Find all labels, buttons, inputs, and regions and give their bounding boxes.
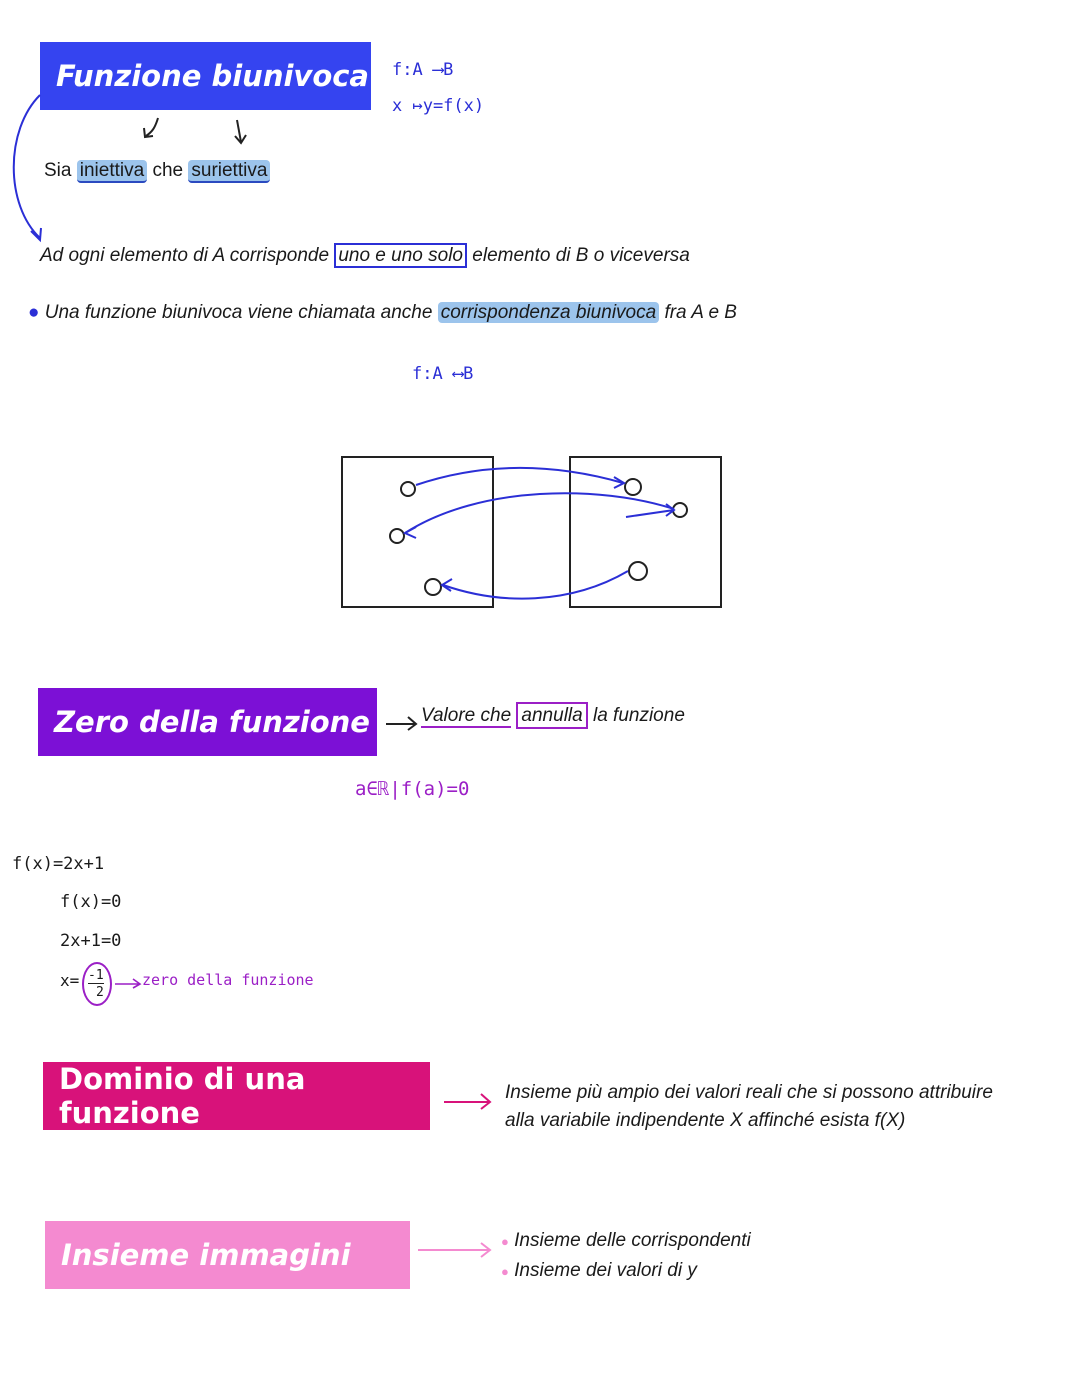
valore-che-underlined [421,705,511,728]
sia-iniettiva-suriettiva [44,160,270,182]
zero-formula: a∈ℝ|f(a)=0 [355,778,470,800]
element-a3 [425,579,441,595]
def-after: elemento di B o viceversa [472,245,690,266]
formula-bijection: f:A ⟷B [412,364,474,384]
formula-f-a-to-b: f:A ⟶B [392,60,454,80]
bullet-after: fra A e B [664,302,737,323]
immagini-item [501,1226,751,1256]
dominio-def-line1: Insieme più ampio dei valori reali che si possono attribuire [505,1082,993,1103]
suriettiva-highlight: suriettiva [188,160,270,183]
annulla-boxed: annulla [516,702,587,729]
dominio-definizione [505,1079,993,1135]
immagini-item [501,1256,751,1286]
map-arrow [405,493,674,533]
fraction-denominator: 2 [96,985,104,1000]
immagini-item2: Insieme dei valori di y [514,1260,697,1281]
title-zero-funzione-text: Zero della funzione [54,705,370,739]
bullet-dot-icon: ● [28,302,40,323]
zero-definizione [421,705,685,727]
arrow-right-icon [384,712,420,732]
title-dominio [43,1062,430,1130]
che-word: che [152,160,184,181]
dominio-def-line2: alla variabile indipendente X affinché esista f(X) [505,1110,906,1131]
immagini-list [501,1226,751,1286]
title-insieme-immagini-text: Insieme immagini [61,1238,351,1272]
uno-e-uno-solo-boxed: uno e uno solo [334,243,467,268]
bullet-dot-icon: ● [501,1264,509,1279]
arrow-right-icon [113,976,143,990]
element-b1 [625,479,641,495]
map-arrow [443,571,628,599]
zero-note: zero della funzione [142,971,314,989]
bullet-corrispondenza [28,302,737,324]
biunivoca-arrows [0,0,400,260]
mapping-diagram [330,445,740,620]
iniettiva-highlight: iniettiva [77,160,147,183]
title-insieme-immagini [45,1221,410,1289]
def-before: Ad ogni elemento di A corrisponde [40,245,330,266]
title-dominio-text: Dominio di una funzione [59,1062,306,1130]
curved-arrow-icon [14,95,40,238]
element-a2 [390,529,404,543]
example-equals-zero: f(x)=0 [60,892,122,912]
title-zero-funzione [38,688,377,756]
example-equation: 2x+1=0 [60,931,122,951]
formula-x-maps-to-y: x ↦y=f(x) [392,96,485,116]
sia-word: Sia [44,160,72,181]
element-a1 [401,482,415,496]
che-word-zero: che [480,705,512,726]
zero-def-rest: la funzione [592,705,685,726]
map-arrow [416,468,623,485]
valore-word: Valore [421,705,476,726]
down-arrow-icon [146,118,158,136]
bullet-before: Una funzione biunivoca viene chiamata anche [44,302,433,323]
solution-circled-fraction [82,962,112,1006]
example-function: f(x)=2x+1 [12,854,105,874]
definizione-biunivoca [40,245,690,267]
set-a-box [342,457,493,607]
arrow-right-icon [416,1239,494,1261]
set-b-box [570,457,721,607]
arrow-right-icon [442,1090,494,1112]
element-b3 [629,562,647,580]
immagini-item1: Insieme delle corrispondenti [514,1230,751,1251]
fraction-numerator: -1 [88,968,104,983]
corrispondenza-highlight: corrispondenza biunivoca [438,302,659,323]
bullet-dot-icon: ● [501,1234,509,1249]
title-funzione-biunivoca-text: Funzione biunivoca [56,59,369,93]
example-solution-x: x= [60,971,80,990]
